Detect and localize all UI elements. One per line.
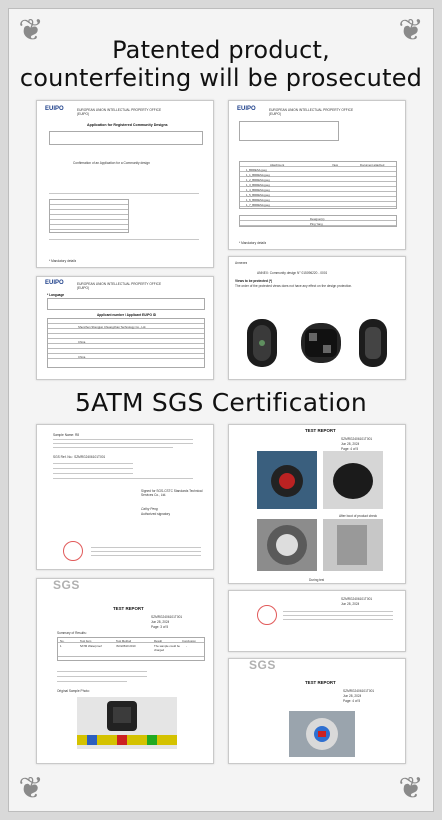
attachment-row: 1_2_BRRESA.jpeg <box>246 177 270 182</box>
ring-band-view <box>301 323 341 363</box>
views-note: The order of the protected views does not have any effect on the design protection. <box>235 284 353 288</box>
table-cell: 5ATM Waterproof <box>80 643 102 648</box>
euipo-document-3 <box>36 276 214 380</box>
sgs-report-summary <box>36 578 214 764</box>
sgs-stamp-icon <box>257 605 277 625</box>
language-section: * Language <box>47 293 65 297</box>
attachment-row: 1_BRRESA.jpeg <box>246 167 267 172</box>
applicant-section: Applicant number / Applicant EUIPO ID <box>97 313 157 317</box>
report-date: Jun 28, 2024 <box>341 602 360 606</box>
euipo-logo: EUIPO <box>45 106 64 112</box>
annex-line: ANNEX: Community design N° 015096220 - 0001 <box>257 271 328 275</box>
doc1-mandatory: * Mandatory details <box>49 259 77 263</box>
doc-attached-header: Document attached <box>360 162 385 167</box>
report-number: SZMRG2406101T001 <box>341 437 373 441</box>
original-photo-label: Original Sample Photo: <box>57 689 90 693</box>
doc2-designer-table <box>239 215 397 227</box>
report-page: Page: 4 of 5 <box>341 447 359 451</box>
table-cell: 1 <box>60 643 62 648</box>
sample-name: Sample Name: R8 <box>53 433 80 437</box>
photo-caption: After boot of product check <box>339 514 378 518</box>
sample-photo <box>77 697 177 749</box>
office-name: EUROPEAN UNION INTELLECTUAL PROPERTY OFFICE (EUIPO) <box>269 108 354 117</box>
report-date: Jun 28, 2024 <box>343 694 362 698</box>
test-report-title: TEST REPORT <box>113 607 144 611</box>
test-setup-photos <box>257 519 383 577</box>
applicant-company: Shenzhen Shengjun Chuangzhan Technology Co., Ltd. <box>78 324 147 329</box>
table-cell: The sample could be charged <box>154 643 180 652</box>
waterproof-test-photo <box>289 711 355 757</box>
report-page: Page: 4 of 5 <box>343 699 361 703</box>
doc1-date-table <box>49 131 203 145</box>
attachment-row: 1_5_BRRESA.jpeg <box>246 192 270 197</box>
attachment-row: 1_3_BRRESA.jpeg <box>246 182 270 187</box>
euipo-logo: EUIPO <box>45 280 64 286</box>
table-header: Result <box>154 638 162 643</box>
applicant-country: China <box>78 339 86 344</box>
report-page: Page: 3 of 5 <box>151 625 169 629</box>
attachment-row: 1_1_BRRESA.jpeg <box>246 172 270 177</box>
corner-ornament-icon: ❦ <box>18 772 44 805</box>
sgs-report-results <box>228 590 406 652</box>
corner-ornament-icon: ❦ <box>398 14 424 47</box>
doc2-header-table <box>239 121 339 141</box>
doc1-info-table <box>49 199 129 233</box>
corner-ornament-icon: ❦ <box>398 772 424 805</box>
patent-heading <box>0 36 442 92</box>
sgs-logo: SGS <box>249 658 276 672</box>
designer-header: Designer(s) <box>310 216 325 221</box>
table-header: Conclusion <box>182 638 196 643</box>
sgs-report-page4 <box>228 658 406 764</box>
euipo-document-4 <box>228 256 406 380</box>
table-cell: - <box>186 643 187 648</box>
patent-heading-line1: Patented product, <box>112 36 330 64</box>
euipo-document-2 <box>228 100 406 250</box>
sgs-logo: SGS <box>53 578 80 592</box>
designer-name: Ping Yang <box>310 221 323 226</box>
report-number: SZMRG2406101T001 <box>341 597 373 601</box>
euipo-document-1 <box>36 100 214 268</box>
views-title: Views to be protected (*) <box>235 279 273 283</box>
doc1-title: Application for Registered Community Designs <box>87 123 168 127</box>
sgs-stamp-icon <box>63 541 83 561</box>
table-header: Test Method <box>116 638 132 643</box>
table-header: No. <box>60 638 65 643</box>
signed-by: Signed for SGS-CSTC Standards Technical Services Co., Ltd. <box>141 489 203 498</box>
report-number: SZMRG2406101T001 <box>151 615 183 619</box>
sgs-report-photos <box>228 424 406 584</box>
doc2-mandatory: * Mandatory details <box>239 241 267 245</box>
corner-ornament-icon: ❦ <box>18 14 44 47</box>
table-header: Test Item <box>80 638 92 643</box>
attachment-row: 1_6_BRRESA.jpeg <box>246 197 270 202</box>
device-photos <box>257 451 383 513</box>
applicant-table <box>47 318 205 368</box>
report-number: SZMRG2406101T001 <box>343 689 375 693</box>
table-cell: ISO22810:2010 <box>116 643 136 648</box>
report-date: Jun 28, 2024 <box>341 442 360 446</box>
summary-label: Summary of Results: <box>57 631 87 635</box>
photo-caption: During test <box>309 578 325 582</box>
euipo-logo: EUIPO <box>237 106 256 112</box>
applicant-country: China <box>78 354 86 359</box>
signatory-title: Authorized signatory <box>141 512 171 516</box>
view-header: View <box>332 162 339 167</box>
patent-heading-line2: counterfeiting will be prosecuted <box>19 64 423 92</box>
attachment-header: Attachment <box>270 162 285 167</box>
ring-side-view <box>247 319 277 367</box>
signatory-name: Cathy Peng <box>141 507 158 511</box>
report-date: Jun 28, 2024 <box>151 620 170 624</box>
report-number: SGS Ref. No.: SZMRG2406101T001 <box>53 455 106 459</box>
office-name: EUROPEAN UNION INTELLECTUAL PROPERTY OFFICE (EUIPO) <box>77 108 162 117</box>
ring-views-image <box>243 315 393 371</box>
annexes-label: Annexes <box>235 261 248 265</box>
test-report-title: TEST REPORT <box>305 681 336 685</box>
doc1-confirmation: Confirmation of an Application for a Community design <box>73 161 150 165</box>
sgs-certificate-1 <box>36 424 214 570</box>
sgs-heading: 5ATM SGS Certification <box>75 388 367 417</box>
test-report-title: TEST REPORT <box>305 429 336 433</box>
doc2-attachment-table <box>239 161 397 209</box>
attachment-row: 1_7_BRRESA.jpeg <box>246 202 270 207</box>
ring-front-view <box>359 319 387 367</box>
results-table <box>57 637 205 661</box>
office-name: EUROPEAN UNION INTELLECTUAL PROPERTY OFFICE (EUIPO) <box>77 282 162 291</box>
language-table <box>47 298 205 310</box>
attachment-row: 1_4_BRRESA.jpeg <box>246 187 270 192</box>
